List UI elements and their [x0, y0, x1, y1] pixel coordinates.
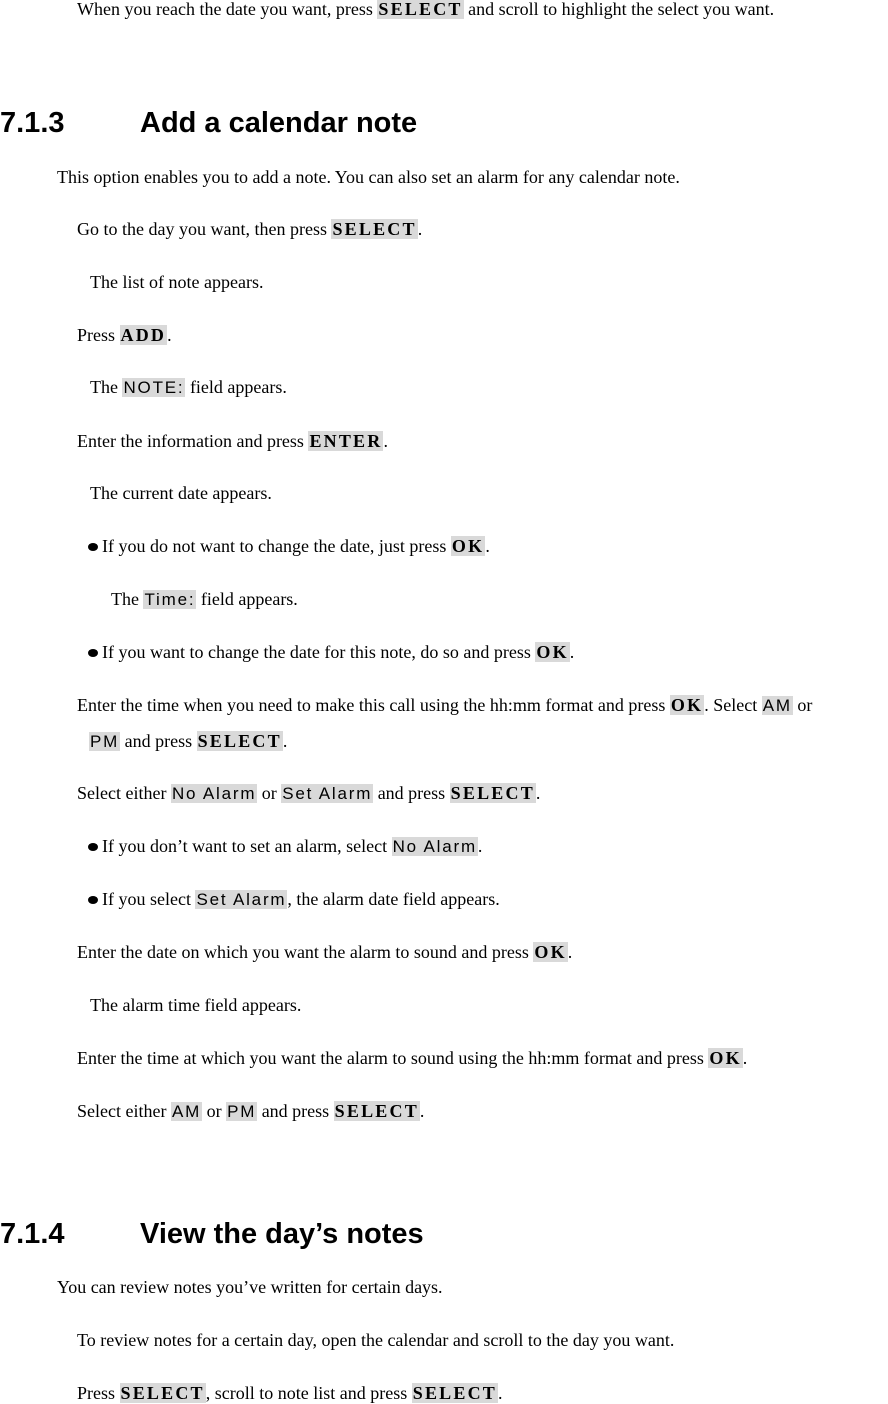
text-line	[77, 0, 774, 20]
step-line	[77, 694, 812, 717]
text: Press	[77, 1383, 120, 1403]
ok-key: OK	[451, 536, 485, 556]
text: Go to the day you want, then press	[77, 219, 332, 239]
ok-key: OK	[709, 1048, 742, 1068]
select-key: SELECT	[197, 731, 282, 751]
section-heading-7-1-3	[0, 106, 417, 140]
step-result	[90, 376, 287, 399]
text: , the alarm date field appears.	[287, 889, 500, 909]
select-key: SELECT	[378, 0, 463, 19]
text: or	[792, 695, 813, 715]
text: .	[477, 836, 483, 856]
set-alarm-option: Set Alarm	[282, 784, 373, 803]
no-alarm-option: No Alarm	[171, 784, 257, 803]
select-key: SELECT	[332, 219, 417, 239]
intro-paragraph: You can review notes you’ve written for certain days.	[57, 1277, 443, 1297]
text: If you do not want to change the date, just press	[102, 536, 451, 556]
text: When you reach the date you want, press	[77, 0, 378, 19]
add-key: ADD	[120, 325, 167, 345]
ok-key: OK	[534, 942, 567, 962]
step-result: The alarm time field appears.	[90, 995, 302, 1015]
ok-key: OK	[536, 642, 569, 662]
text: .	[417, 219, 423, 239]
section-number: 7.1.3	[0, 107, 65, 139]
bullet-icon	[88, 896, 98, 904]
text: Enter the date on which you want the alarm to sound and press	[77, 942, 534, 962]
step-line	[77, 430, 388, 452]
step-result: The list of note appears.	[90, 272, 264, 292]
step-line	[77, 324, 172, 346]
enter-key: ENTER	[309, 431, 383, 451]
text: If you want to change the date for this note, do so and press	[102, 642, 536, 662]
text: The	[90, 377, 123, 397]
bullet-result	[111, 588, 298, 611]
step-line	[77, 782, 540, 805]
step-result: The current date appears.	[90, 483, 272, 503]
step-line-continued	[89, 730, 287, 753]
section-heading-7-1-4	[0, 1217, 424, 1251]
text: .	[497, 1383, 503, 1403]
text: and press	[373, 783, 450, 803]
step-line	[77, 1382, 502, 1404]
pm-option: PM	[90, 732, 120, 751]
text: .	[742, 1048, 748, 1068]
text: .	[569, 642, 575, 662]
text: .	[282, 731, 288, 751]
section-number: 7.1.4	[0, 1218, 65, 1250]
bullet-item	[88, 641, 574, 663]
text: and scroll to highlight the select you want.	[463, 0, 775, 19]
bullet-icon	[88, 843, 98, 851]
text: Enter the time when you need to make this call using the hh:mm format and press	[77, 695, 670, 715]
text: .	[383, 431, 388, 451]
select-key: SELECT	[334, 1101, 419, 1121]
set-alarm-option: Set Alarm	[196, 890, 287, 909]
bullet-item	[88, 835, 482, 858]
text: Press	[77, 325, 120, 345]
pm-option: PM	[227, 1102, 257, 1121]
text: . Select	[704, 695, 762, 715]
text: or	[202, 1101, 227, 1121]
am-option: AM	[762, 696, 792, 715]
text: Enter the information and press	[77, 431, 309, 451]
text: and press	[257, 1101, 334, 1121]
text: .	[419, 1101, 425, 1121]
am-option: AM	[171, 1102, 202, 1121]
ok-key: OK	[670, 695, 704, 715]
text: .	[535, 783, 541, 803]
step-line	[77, 1047, 747, 1069]
time-field-label: Time:	[144, 590, 196, 609]
step-line	[77, 941, 572, 963]
text: , scroll to note list and press	[205, 1383, 412, 1403]
section-title: Add a calendar note	[140, 107, 418, 139]
bullet-icon	[88, 649, 98, 657]
step-line	[77, 1100, 424, 1123]
text: .	[485, 536, 490, 556]
select-key: SELECT	[412, 1383, 497, 1403]
step-line: To review notes for a certain day, open the calendar and scroll to the day you want.	[77, 1330, 675, 1350]
text: If you select	[102, 889, 196, 909]
text: If you don’t want to set an alarm, select	[102, 836, 392, 856]
text: .	[567, 942, 573, 962]
text: Enter the time at which you want the alarm to sound using the hh:mm format and press	[77, 1048, 709, 1068]
note-field-label: NOTE:	[123, 378, 185, 397]
text: Select either	[77, 783, 171, 803]
bullet-item	[88, 888, 500, 911]
bullet-item	[88, 535, 490, 557]
text: and press	[120, 731, 197, 751]
select-key: SELECT	[120, 1383, 205, 1403]
step-line	[77, 218, 422, 240]
text: or	[257, 783, 282, 803]
text: .	[167, 325, 172, 345]
text: field appears.	[196, 589, 298, 609]
no-alarm-option: No Alarm	[392, 837, 477, 856]
section-title: View the day’s notes	[140, 1218, 424, 1250]
text: The	[111, 589, 144, 609]
text: Select either	[77, 1101, 171, 1121]
intro-paragraph: This option enables you to add a note. You can also set an alarm for any calendar note.	[57, 167, 680, 187]
bullet-icon	[88, 543, 98, 551]
select-key: SELECT	[450, 783, 535, 803]
text: field appears.	[185, 377, 287, 397]
